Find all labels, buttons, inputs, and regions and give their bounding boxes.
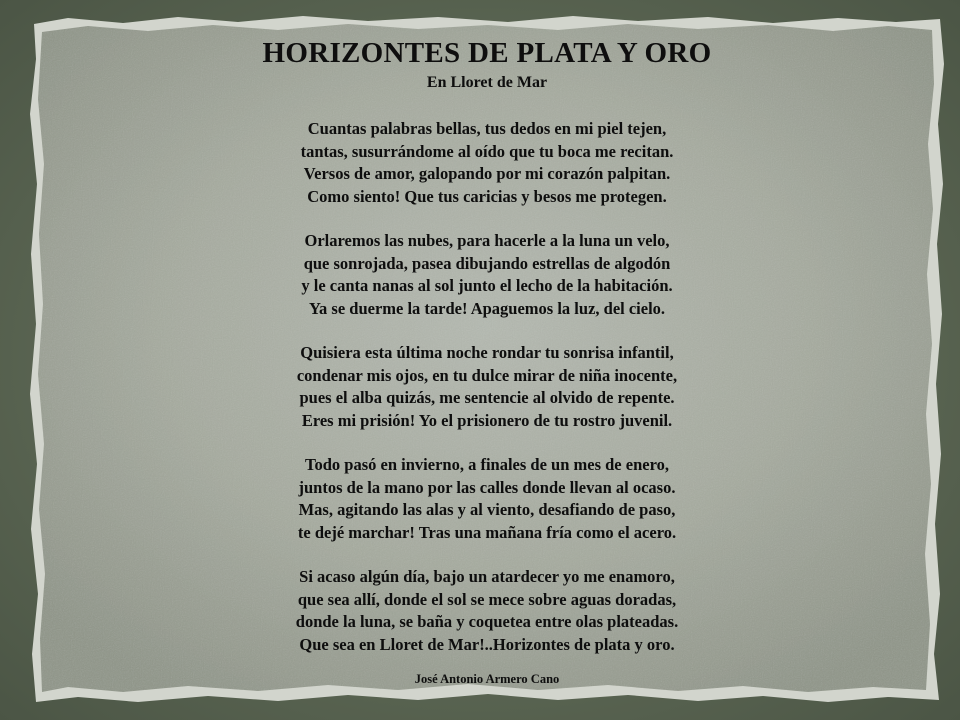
stanza-3: [28, 342, 946, 432]
stanza-5: [28, 566, 946, 656]
verse-line: Que sea en Lloret de Mar!..Horizontes de plata y oro.: [299, 634, 675, 654]
verse-line: pues el alba quizás, me sentencie al olvido de repente.: [299, 388, 675, 407]
verse-line: que sea allí, donde el sol se mece sobre aguas doradas,: [297, 589, 677, 609]
verse-line: Todo pasó en invierno, a finales de un mes de enero,: [305, 455, 669, 474]
verse-line: tantas, susurrándome al oído que tu boca me recitan.: [300, 141, 674, 161]
poem-body: [28, 118, 946, 678]
verse-line: Cuantas palabras bellas, tus dedos en mi piel tejen,: [307, 119, 667, 138]
verse-line: te dejé marchar! Tras una mañana fría como el acero.: [297, 522, 677, 542]
verse-line: donde la luna, se baña y coquetea entre olas plateadas.: [295, 612, 679, 631]
verse-line: Quisiera esta última noche rondar tu sonrisa infantil,: [300, 343, 674, 362]
verse-line: Si acaso algún día, bajo un atardecer yo me enamoro,: [299, 567, 675, 586]
verse-line: Versos de amor, galopando por mi corazón palpitan.: [303, 164, 671, 183]
verse-line: Ya se duerme la tarde! Apaguemos la luz, del cielo.: [308, 298, 666, 318]
verse-line: Como siento! Que tus caricias y besos me protegen.: [307, 186, 667, 206]
verse-line: Orlaremos las nubes, para hacerle a la luna un velo,: [304, 231, 670, 250]
poem-subtitle: En Lloret de Mar: [426, 74, 548, 91]
verse-line: condenar mis ojos, en tu dulce mirar de niña inocente,: [296, 365, 678, 385]
stanza-4: [28, 454, 946, 544]
verse-line: Eres mi prisión! Yo el prisionero de tu rostro juvenil.: [301, 410, 673, 430]
verse-line: Mas, agitando las alas y al viento, desafiando de paso,: [298, 500, 676, 519]
stanza-2: [28, 230, 946, 320]
stanza-1: [28, 118, 946, 208]
poem-author: José Antonio Armero Cano: [414, 672, 560, 686]
poem-title: HORIZONTES DE PLATA Y ORO: [262, 37, 712, 69]
verse-line: juntos de la mano por las calles donde llevan al ocaso.: [298, 477, 676, 497]
verse-line: que sonrojada, pasea dibujando estrellas de algodón: [303, 253, 671, 273]
verse-line: y le canta nanas al sol junto el lecho de la habitación.: [301, 276, 673, 295]
poem-content: [28, 14, 946, 706]
